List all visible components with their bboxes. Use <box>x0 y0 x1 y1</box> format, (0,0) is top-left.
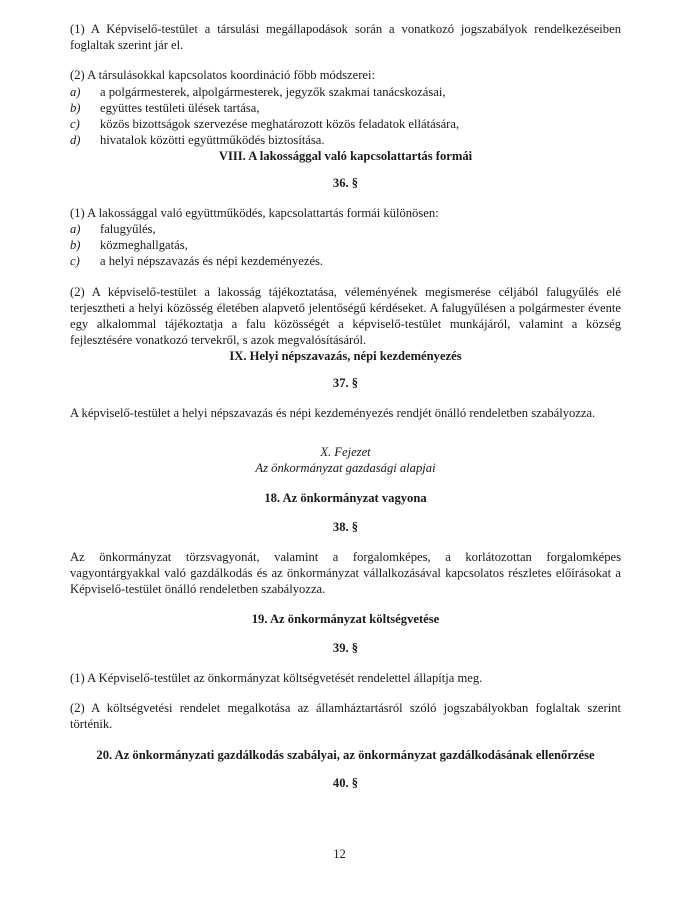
section-heading-viii: VIII. A lakossággal való kapcsolattartás formái <box>218 149 473 164</box>
page-number: 12 <box>333 847 346 861</box>
paragraph-36-2: (2) A képviselő-testület a lakosság tájékoztatása, véleményének megismerése céljából falugyűlés elé terjesztheti a helyi közösség életében alapvető jelentőségű kérdéseket. A falugyűlésen a polgármester évente egy alkalommal tájékoztatja a falu közösségét a képviselő-testület munkájáról, valamint a község fejlesztésére vonatkozó tervekről, s azok megvalósításáról. <box>70 284 621 348</box>
paragraph-39-2: (2) A költségvetési rendelet megalkotása az államháztartásról szóló jogszabályokban foglaltak szerint történik. <box>70 701 621 732</box>
paragraph-39-1: (1) A Képviselő-testület az önkormányzat költségvetését rendelettel állapítja meg. <box>70 670 483 685</box>
paragraph-36-1-intro: (1) A lakossággal való együttműködés, kapcsolattartás formái különösen: <box>70 205 439 220</box>
paragraph-number-40: 40. § <box>332 775 359 790</box>
list-item: b) együttes testületi ülések tartása, <box>70 100 260 115</box>
paragraph-number-38: 38. § <box>332 519 359 534</box>
list-item: c) a helyi népszavazás és népi kezdeményezés. <box>70 254 324 269</box>
paragraph-1: (1) A Képviselő-testület a társulási megállapodások során a vonatkozó jogszabályok rendelkezéseiben foglaltak szerint jár el. <box>70 22 621 53</box>
document-page <box>70 21 621 791</box>
section-heading-19: 19. Az önkormányzat költségvetése <box>251 612 440 627</box>
paragraph-38: Az önkormányzat törzsvagyonát, valamint a forgalomképes, a korlátozottan forgalomképes vagyontárgyakkal való gazdálkodás és az önkormányzat vállalkozásával kapcsolatos részletes előírásokat a Képviselő-testület önálló rendeletben szabályozza. <box>70 549 621 597</box>
paragraph-number-36: 36. § <box>332 175 359 190</box>
paragraph-number-39: 39. § <box>332 640 359 655</box>
paragraph-number-37: 37. § <box>332 375 359 390</box>
paragraph-37: A képviselő-testület a helyi népszavazás és népi kezdeményezés rendjét önálló rendeletben szabályozza. <box>70 405 596 420</box>
section-heading-ix: IX. Helyi népszavazás, népi kezdeményezés <box>229 349 462 364</box>
chapter-subtitle: Az önkormányzat gazdasági alapjai <box>255 461 436 476</box>
list-item: b) közmeghallgatás, <box>70 238 188 253</box>
chapter-title: X. Fejezet <box>320 445 371 460</box>
paragraph-2-intro: (2) A társulásokkal kapcsolatos koordináció főbb módszerei: <box>70 68 375 83</box>
list-item: c) közös bizottságok szervezése meghatározott közös feladatok ellátására, <box>70 117 460 132</box>
list-item: d) hivatalok közötti együttműködés biztosítása. <box>70 133 325 148</box>
list-item: a) falugyűlés, <box>70 222 156 237</box>
section-heading-18: 18. Az önkormányzat vagyona <box>264 491 427 506</box>
section-heading-20: 20. Az önkormányzati gazdálkodás szabályai, az önkormányzat gazdálkodásának ellenőrzése <box>96 747 595 762</box>
list-item: a) a polgármesterek, alpolgármesterek, jegyzők szakmai tanácskozásai, <box>70 84 446 99</box>
